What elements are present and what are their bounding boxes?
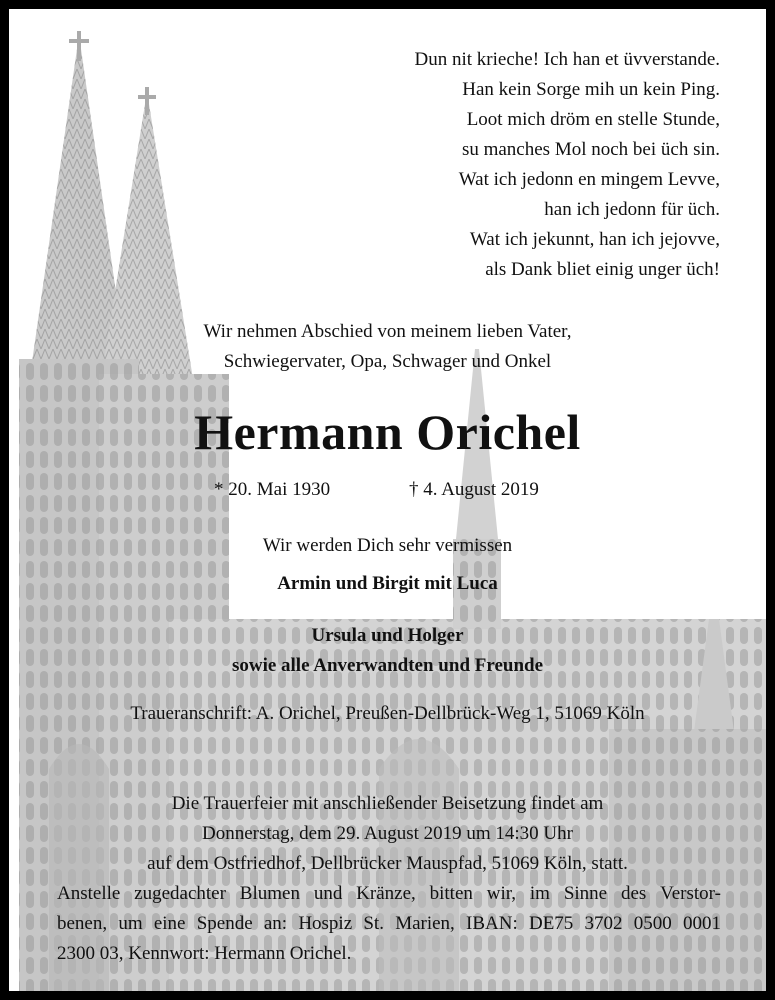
word: Spende [196, 913, 253, 934]
poem [415, 45, 720, 285]
family-line: sowie alle Anverwandten und Freunde [231, 655, 544, 676]
word: eine [153, 913, 186, 934]
word: Blumen [239, 883, 300, 904]
word: 3702 [584, 913, 623, 934]
word: um [118, 913, 143, 934]
donation-line [57, 939, 721, 969]
word: 0001 [682, 913, 721, 934]
word: benen, [57, 913, 108, 934]
poem-line: als Dank bliet einig unger üch! [485, 259, 720, 280]
family-members-2 [9, 621, 766, 681]
word: DE75 [528, 913, 574, 934]
word: Sinne [563, 883, 608, 904]
ceremony-line: Donnerstag, dem 29. August 2019 um 14:30 Uhr [201, 823, 573, 844]
word: des [620, 883, 647, 904]
intro-line: Schwiegervater, Opa, Schwager und Onkel [223, 351, 552, 372]
poem-line: Loot mich dröm en stelle Stunde, [466, 109, 720, 130]
poem-line: Han kein Sorge mih un kein Ping. [462, 79, 720, 100]
mourning-address: Traueranschrift: A. Orichel, Preußen-Dellbrück-Weg 1, 51069 Köln [130, 703, 645, 724]
word: und [313, 883, 343, 904]
word: Kränze, [356, 883, 416, 904]
word: im [529, 883, 550, 904]
poem-line: Wat ich jedonn en mingem Levve, [458, 169, 720, 190]
word: Verstor- [660, 883, 721, 904]
donation-request [57, 879, 721, 969]
deceased-name: Hermann Orichel [194, 404, 581, 460]
donation-line [57, 909, 721, 939]
farewell-intro [9, 317, 766, 377]
word: 2300 03, Kennwort: Hermann Orichel. [57, 943, 352, 964]
ceremony-line: auf dem Ostfriedhof, Dellbrücker Mauspfad, 51069 Köln, statt. [147, 853, 628, 874]
family-members-1: Armin und Birgit mit Luca [277, 573, 498, 594]
word: Anstelle [57, 883, 121, 904]
word: bitten [429, 883, 473, 904]
word: wir, [486, 883, 517, 904]
poem-line: Wat ich jekunnt, han ich jejovve, [469, 229, 720, 250]
word: St. [363, 913, 384, 934]
death-date: † 4. August 2019 [409, 479, 539, 500]
donation-line [57, 879, 721, 909]
poem-line: su manches Mol noch bei üch sin. [461, 139, 720, 160]
birth-date: * 20. Mai 1930 [214, 479, 331, 500]
intro-line: Wir nehmen Abschied von meinem lieben Vater, [203, 321, 572, 342]
ceremony-info [9, 789, 766, 879]
word: Hospiz [298, 913, 353, 934]
word: IBAN: [466, 913, 518, 934]
word: Marien, [395, 913, 455, 934]
poem-line: han ich jedonn für üch. [544, 199, 720, 220]
poem-line: Dun nit krieche! Ich han et üvverstande. [414, 49, 720, 70]
miss-you-line: Wir werden Dich sehr vermissen [262, 535, 513, 556]
ceremony-line: Die Trauerfeier mit anschließender Beisetzung findet am [171, 793, 604, 814]
word: 0500 [633, 913, 672, 934]
word: zugedachter [134, 883, 226, 904]
family-line: Ursula und Holger [311, 625, 464, 646]
word: an: [263, 913, 288, 934]
